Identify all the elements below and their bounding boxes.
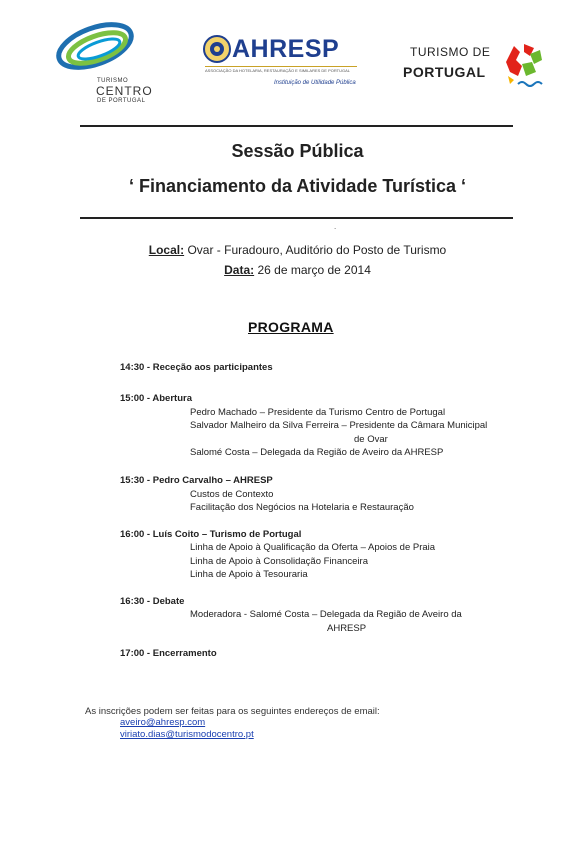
centro-logo-line3: DE PORTUGAL <box>97 98 146 104</box>
date-label: Data: <box>224 263 255 277</box>
programa-heading: PROGRAMA <box>248 319 334 335</box>
ahresp-divider <box>205 66 357 67</box>
programa-item-2-line: de Ovar <box>354 434 388 445</box>
programa-item-2-line: Salvador Malheiro da Silva Ferreira – Presidente da Câmara Municipal <box>190 420 488 431</box>
ahresp-emblem-icon <box>203 34 231 64</box>
date-value: 26 de março de 2014 <box>254 263 371 277</box>
ahresp-name: AHRESP <box>232 35 340 63</box>
programa-item-3: 15:30 - Pedro Carvalho – AHRESP <box>120 475 273 486</box>
date-line <box>0 263 565 277</box>
programa-item-5: 16:30 - Debate <box>120 596 185 607</box>
top-rule <box>80 125 513 127</box>
stray-dot: . <box>334 222 337 231</box>
programa-item-2: 15:00 - Abertura <box>120 393 192 404</box>
programa-item-5-line: AHRESP <box>327 623 367 634</box>
page-subtitle: ‘ Financiamento da Atividade Turística ‘ <box>128 176 467 196</box>
ahresp-tagline: Instituição de Utilidade Pública <box>274 80 356 86</box>
programa-item-4-line: Linha de Apoio à Qualificação da Oferta – Apoios de Praia <box>190 542 436 553</box>
page-title: Sessão Pública <box>231 141 364 161</box>
programa-item-6: 17:00 - Encerramento <box>120 648 217 659</box>
turismo-portugal-logo <box>402 42 552 97</box>
local-line <box>0 243 565 257</box>
centro-logo-line2: CENTRO <box>96 84 153 98</box>
email-link-viriato[interactable]: viriato.dias@turismodocentro.pt <box>120 729 254 740</box>
programa-item-4: 16:00 - Luís Coito – Turismo de Portugal <box>120 529 302 540</box>
programa-item-1: 14:30 - Receção aos participantes <box>120 362 273 373</box>
programa-item-4-line: Linha de Apoio à Tesouraria <box>190 569 308 580</box>
swirl-logo-icon <box>55 22 145 82</box>
programa-item-3-line: Custos de Contexto <box>190 489 274 500</box>
programa-item-5-line: Moderadora - Salomé Costa – Delegada da Região de Aveiro da <box>190 609 462 620</box>
programa-item-2-line: Salomé Costa – Delegada da Região de Aveiro da AHRESP <box>190 447 444 458</box>
bottom-rule <box>80 217 513 219</box>
turismo-centro-logo <box>55 22 165 104</box>
email-link-aveiro[interactable]: aveiro@ahresp.com <box>120 717 206 728</box>
centro-logo-line1: TURISMO <box>97 78 129 84</box>
programa-item-3-line: Facilitação dos Negócios na Hotelaria e Restauração <box>190 502 414 513</box>
local-label: Local: <box>148 243 185 257</box>
ahresp-subtitle: ASSOCIAÇÃO DA HOTELARIA, RESTAURAÇÃO E SIMILARES DE PORTUGAL <box>205 68 350 73</box>
programa-item-4-line: Linha de Apoio à Consolidação Financeira <box>190 556 368 567</box>
ahresp-logo <box>202 32 360 92</box>
tp-logo-line2: PORTUGAL <box>403 64 486 80</box>
tp-emblem-icon <box>500 42 546 94</box>
programa-item-2-line: Pedro Machado – Presidente da Turismo Centro de Portugal <box>190 407 446 418</box>
tp-logo-line1: TURISMO DE <box>410 45 491 59</box>
footer-text: As inscrições podem ser feitas para os seguintes endereços de email: <box>85 706 380 717</box>
local-value: Ovar - Furadouro, Auditório do Posto de Turismo <box>184 243 447 257</box>
